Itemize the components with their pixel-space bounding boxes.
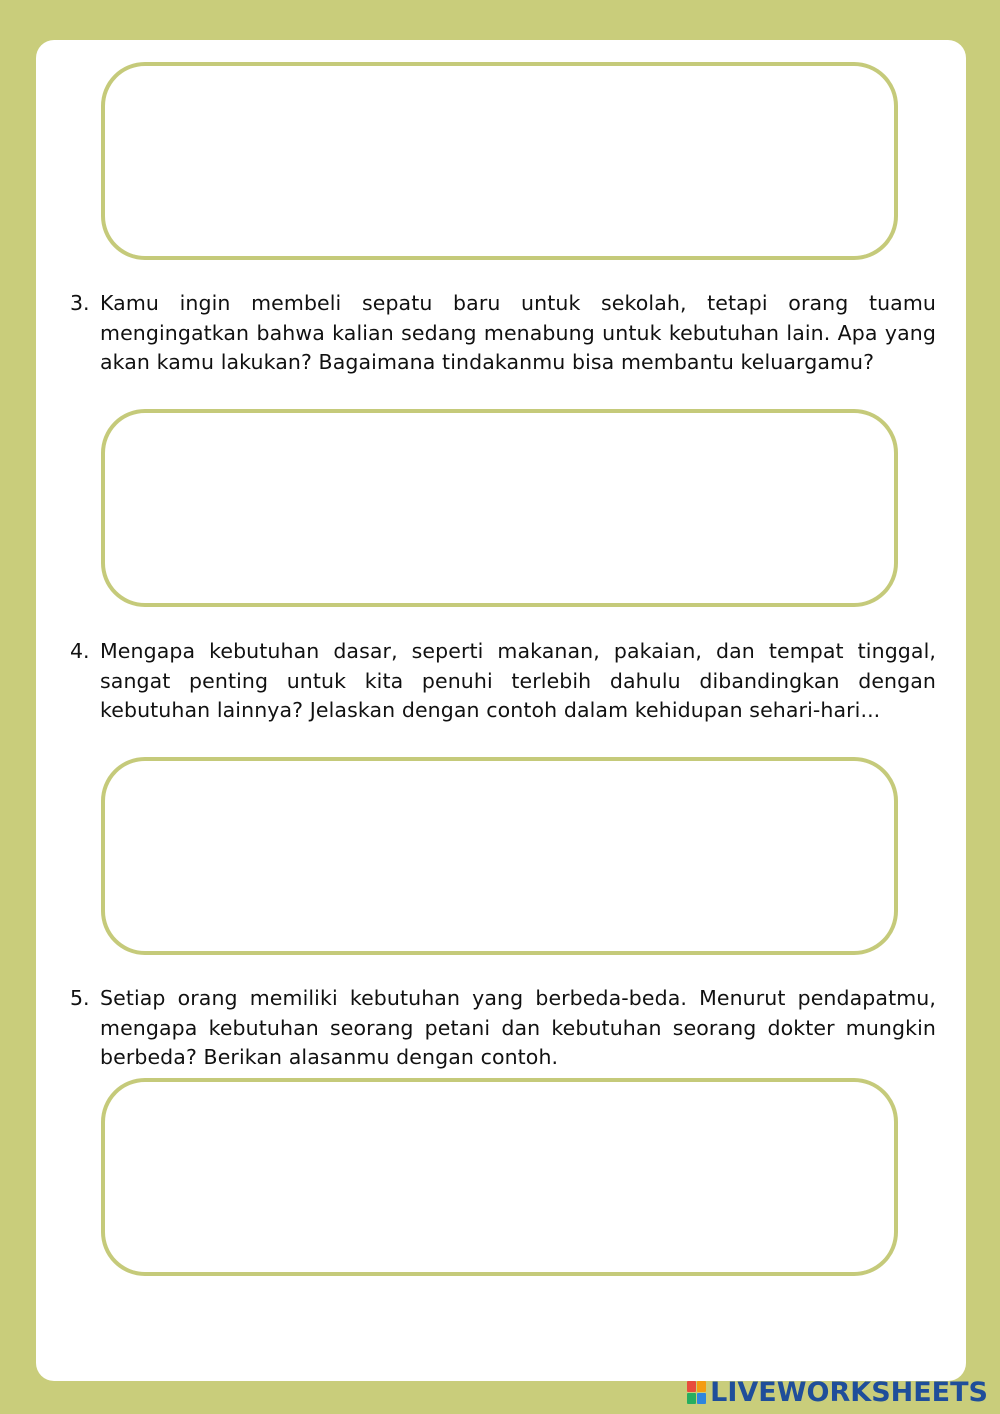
question-number: 5.: [70, 986, 90, 1010]
question-number: 4.: [70, 639, 90, 663]
answer-input-5[interactable]: [105, 1082, 894, 1272]
answer-input-2[interactable]: [105, 66, 894, 256]
answer-input-3[interactable]: [105, 413, 894, 603]
question-4: [70, 637, 936, 726]
liveworksheets-logo-icon: [687, 1381, 706, 1404]
question-5: [70, 984, 936, 1073]
liveworksheets-brand[interactable]: [687, 1377, 988, 1408]
answer-input-4[interactable]: [105, 761, 894, 951]
question-3: [70, 289, 936, 378]
brand-name: LIVEWORKSHEETS: [710, 1377, 988, 1408]
question-text: Setiap orang memiliki kebutuhan yang berbeda-beda. Menurut pendapatmu, mengapa kebutuhan seorang petani dan kebutuhan seorang dokter mungkin berbeda? Berikan alasanmu dengan contoh.: [100, 986, 936, 1069]
answer-box-2[interactable]: [101, 62, 898, 260]
answer-box-4[interactable]: [101, 757, 898, 955]
question-text: Mengapa kebutuhan dasar, seperti makanan, pakaian, dan tempat tinggal, sangat penting untuk kita penuhi terlebih dahulu dibandingkan dengan kebutuhan lainnya? Jelaskan dengan contoh dalam kehidupan sehari-hari...: [100, 639, 936, 722]
answer-box-5[interactable]: [101, 1078, 898, 1276]
question-number: 3.: [70, 291, 90, 315]
question-text: Kamu ingin membeli sepatu baru untuk sekolah, tetapi orang tuamu mengingatkan bahwa kalian sedang menabung untuk kebutuhan lain. Apa yang akan kamu lakukan? Bagaimana tindakanmu bisa membantu keluargamu?: [100, 291, 936, 374]
answer-box-3[interactable]: [101, 409, 898, 607]
